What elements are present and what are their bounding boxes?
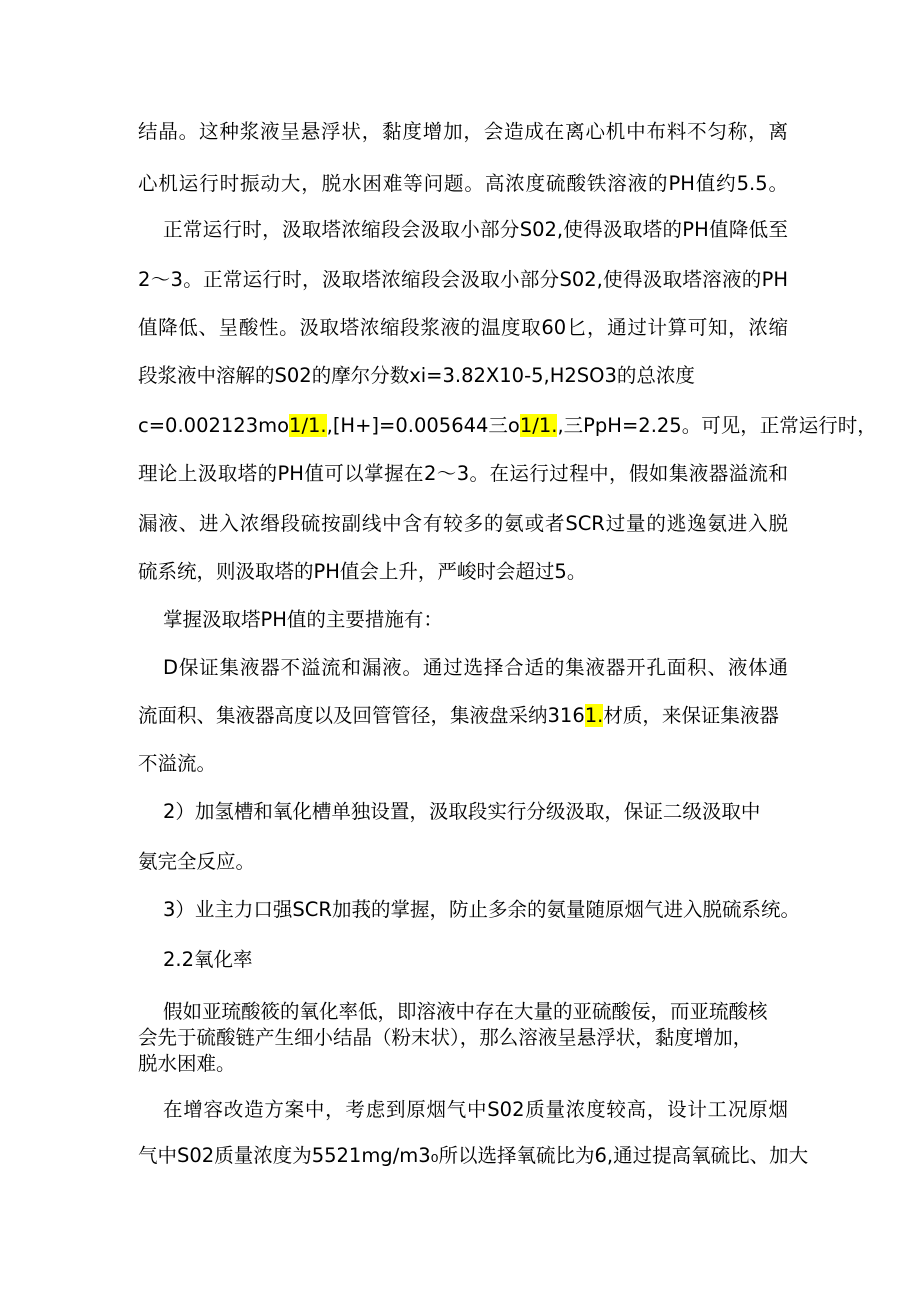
text-line: 脱水困难。 [138,1052,236,1075]
text-line: 2～3。正常运行时，汲取塔浓缩段会汲取小部分S02,使得汲取塔溶液的PH [138,268,788,291]
text-line: 在增容改造方案中，考虑到原烟气中S02质量浓度较高，设计工况原烟 [163,1098,788,1121]
text-run: c=0.002123mo [138,414,290,437]
highlight-run: 1∕1. [289,414,327,437]
text-line: 不溢流。 [138,752,217,775]
text-line: 心机运行时振动大，脱水困难等问题。高浓度硫酸铁溶液的PH值约5.5。 [138,172,788,195]
text-line: 气中S02质量浓度为5521mg∕m3₀所以选择氧硫比为6,通过提高氧硫比、加大 [138,1144,809,1167]
text-line: 假如亚琉酸筱的氧化率低，即溶液中存在大量的亚硫酸佞，而亚琉酸核 [163,1000,768,1023]
text-line: 值降低、呈酸性。汲取塔浓缩段浆液的温度取60匕，通过计算可知，浓缩 [138,316,788,339]
text-line: 正常运行时，汲取塔浓缩段会汲取小部分S02,使得汲取塔的PH值降低至 [163,218,788,241]
text-line: 氨完全反应。 [138,850,256,873]
highlight-run: 1. [584,704,604,727]
text-line: 会先于硫酸链产生细小结晶（粉末状），那么溶液呈悬浮状，黏度增加， [138,1026,753,1049]
text-line: 硫系统，则汲取塔的PH值会上升，严峻时会超过5。 [138,560,587,583]
text-line [138,414,877,438]
text-line: 2）加氢槽和氧化槽单独设置，汲取段实行分级汲取，保证二级汲取中 [163,800,761,823]
text-run: 流面积、集液器高度以及回管管径，集液盘采纳316 [138,704,585,727]
text-line: 结晶。这种浆液呈悬浮状，黏度增加，会造成在离心机中布料不匀称，离 [138,120,788,143]
text-line: 理论上汲取塔的PH值可以掌握在2～3。在运行过程中，假如集液器溢流和 [138,462,788,485]
text-line: 漏液、进入浓缗段硫按副线中含有较多的氨或者SCR过量的逃逸氨进入脱 [138,512,788,535]
highlight-run: 1∕1. [519,414,558,437]
text-line: D保证集液器不溢流和漏液。通过选择合适的集液器开孔面积、液体通 [163,656,788,679]
text-line: 掌握汲取塔PH值的主要措施有： [163,608,443,631]
text-line: 3）业主力口强SCR加莪的掌握，防止多余的氨量随原烟气进入脱硫系统。 [163,898,800,921]
text-line: 段浆液中溶解的S02的摩尔分数xi=3.82X10-5,H2SO3的总浓度 [138,364,695,387]
text-run: ,三PpH=2.25。可见，正常运行时， [557,414,877,437]
section-heading: 2.2氧化率 [163,948,253,971]
text-run: ,[H+]=0.005644三o [326,414,520,437]
text-line [138,704,788,728]
text-run: 材质，来保证集液器 [603,704,779,727]
